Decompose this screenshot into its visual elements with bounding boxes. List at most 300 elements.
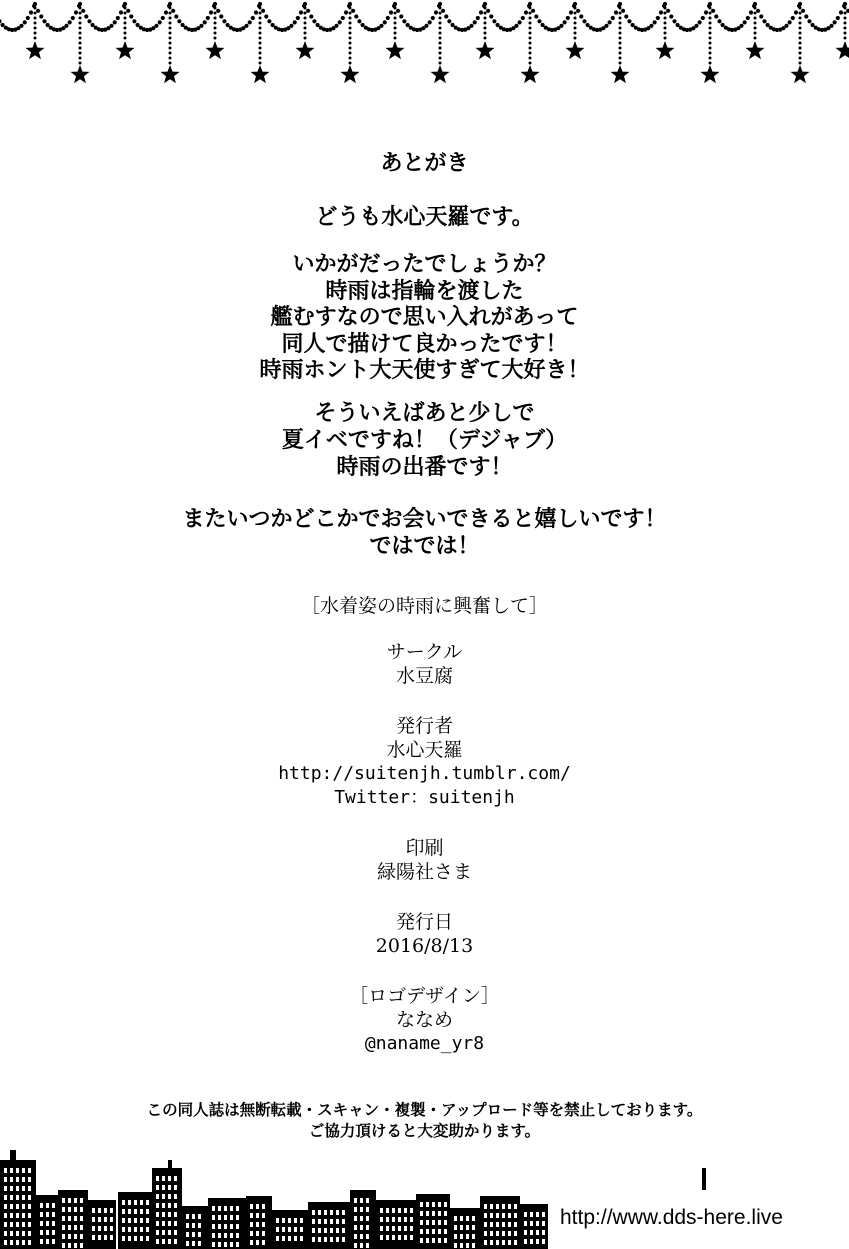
- garland-bead: [829, 24, 833, 28]
- star-icon: [71, 65, 90, 83]
- garland-bead: [349, 37, 352, 40]
- garland-bead: [664, 32, 667, 35]
- paragraph-line: 艦むすなので思い入れがあって: [270, 305, 579, 330]
- garland-bead: [479, 10, 483, 14]
- garland-bead: [338, 20, 342, 24]
- garland-bead: [444, 14, 448, 18]
- garland-bead: [46, 23, 50, 27]
- garland-bead: [619, 12, 622, 15]
- garland-bead: [619, 57, 622, 60]
- garland-bead: [799, 47, 802, 50]
- garland-bead: [619, 62, 622, 65]
- garland-bead: [0, 19, 2, 23]
- garland-bead: [619, 22, 622, 25]
- garland-bead: [451, 23, 455, 27]
- garland-bead: [399, 14, 403, 18]
- circle-section: [0, 640, 849, 688]
- garland-bead: [484, 32, 487, 35]
- garland-bead: [844, 32, 847, 35]
- garland-bead: [611, 16, 615, 20]
- circle-label: サークル: [386, 641, 463, 663]
- garland-bead: [619, 7, 622, 10]
- garland-bead: [709, 7, 712, 10]
- garland-bead: [569, 10, 573, 14]
- garland-bead: [529, 17, 532, 20]
- garland-bead: [174, 14, 178, 18]
- garland-bead: [334, 24, 338, 28]
- garland-bead: [439, 62, 442, 65]
- garland-bead: [304, 27, 307, 30]
- garland-bead: [34, 22, 37, 25]
- garland-bead: [531, 9, 535, 13]
- garland-bead: [33, 2, 37, 6]
- garland-bead: [214, 32, 217, 35]
- garland-bead: [659, 10, 663, 14]
- garland-bead: [604, 24, 608, 28]
- garland-bead: [136, 23, 140, 27]
- spire-icon: [168, 1160, 172, 1170]
- garland-bead: [214, 22, 217, 25]
- garland-bead: [349, 42, 352, 45]
- garland-bead: [64, 24, 68, 28]
- star-icon: [161, 65, 180, 83]
- paragraph-line: 時雨は指輪を渡した: [325, 278, 524, 304]
- garland-bead: [709, 42, 712, 45]
- garland-bead: [656, 16, 660, 20]
- publisher-url: http://suitenjh.tumblr.com/: [278, 763, 571, 784]
- garland-bead: [394, 37, 397, 40]
- garland-bead: [709, 52, 712, 55]
- garland-bead: [721, 23, 725, 27]
- garland-bead: [1, 23, 5, 27]
- garland-bead: [71, 16, 75, 20]
- garland-bead: [349, 62, 352, 65]
- garland-bead: [113, 20, 117, 24]
- garland-bead: [528, 2, 532, 6]
- garland-bead: [79, 32, 82, 35]
- garland-bead: [439, 57, 442, 60]
- star-icon: [566, 41, 585, 59]
- garland-bead: [354, 14, 358, 18]
- paragraph-line: 時雨ホント大天使すぎて大好き！: [259, 358, 590, 383]
- garland-bead: [244, 24, 248, 28]
- garland-bead: [754, 32, 757, 35]
- garland-bead: [704, 10, 708, 14]
- garland-bead: [762, 19, 766, 23]
- garland-bead: [743, 20, 747, 24]
- garland-bead: [844, 27, 847, 30]
- star-garland-icon: [0, 0, 849, 100]
- afterword-paragraph-2: [0, 400, 849, 481]
- garland-bead: [844, 12, 847, 15]
- garland-bead: [389, 10, 393, 14]
- garland-bead: [394, 22, 397, 25]
- garland-bead: [312, 19, 316, 23]
- garland-bead: [541, 23, 545, 27]
- garland-bead: [574, 17, 577, 20]
- garland-bead: [801, 9, 805, 13]
- garland-bead: [349, 17, 352, 20]
- garland-bead: [23, 20, 27, 24]
- garland-bead: [529, 27, 532, 30]
- garland-bead: [169, 62, 172, 65]
- paragraph-line: いかがだったでしょうか？: [292, 252, 557, 277]
- garland-bead: [161, 16, 165, 20]
- garland-bead: [711, 9, 715, 13]
- garland-bead: [653, 20, 657, 24]
- garland-bead: [649, 24, 653, 28]
- garland-bead: [739, 24, 743, 28]
- garland-bead: [34, 12, 37, 15]
- garland-bead: [529, 32, 532, 35]
- garland-bead: [394, 12, 397, 15]
- spire-icon: [10, 1150, 16, 1162]
- garland-bead: [753, 2, 757, 6]
- garland-bead: [799, 62, 802, 65]
- garland-bead: [259, 52, 262, 55]
- logo-design-section: [0, 984, 849, 1056]
- garland-bead: [537, 19, 541, 23]
- garland-bead: [39, 14, 43, 18]
- garland-bead: [261, 9, 265, 13]
- garland-bead: [219, 14, 223, 18]
- garland-bead: [631, 23, 635, 27]
- garland-bead: [214, 12, 217, 15]
- garland-bead: [566, 16, 570, 20]
- garland-bead: [844, 22, 847, 25]
- star-icon: [611, 65, 630, 83]
- garland-bead: [664, 37, 667, 40]
- garland-bead: [431, 16, 435, 20]
- garland-bead: [304, 37, 307, 40]
- garland-bead: [254, 10, 258, 14]
- garland-bead: [563, 20, 567, 24]
- garland-bead: [293, 20, 297, 24]
- garland-bead: [486, 9, 490, 13]
- garland-bead: [576, 9, 580, 13]
- garland-bead: [123, 2, 127, 6]
- garland-bead: [534, 14, 538, 18]
- publisher-label: 発行者: [395, 715, 453, 737]
- garland-bead: [349, 7, 352, 10]
- garland-bead: [664, 12, 667, 15]
- garland-bead: [34, 17, 37, 20]
- garland-bead: [344, 10, 348, 14]
- garland-bead: [259, 57, 262, 60]
- garland-bead: [529, 7, 532, 10]
- garland-bead: [124, 7, 127, 10]
- garland-bead: [804, 14, 808, 18]
- garland-bead: [177, 19, 181, 23]
- garland-bead: [518, 20, 522, 24]
- building-icon: [88, 1200, 116, 1249]
- garland-bead: [586, 23, 590, 27]
- garland-bead: [788, 20, 792, 24]
- garland-bead: [394, 32, 397, 35]
- garland-bead: [304, 22, 307, 25]
- garland-bead: [439, 52, 442, 55]
- garland-bead: [521, 16, 525, 20]
- garland-bead: [799, 27, 802, 30]
- garland-bead: [169, 7, 172, 10]
- garland-bead: [698, 20, 702, 24]
- garland-bead: [833, 20, 837, 24]
- garland-bead: [424, 24, 428, 28]
- garland-bead: [34, 32, 37, 35]
- garland-bead: [349, 12, 352, 15]
- garland-bead: [124, 12, 127, 15]
- garland-bead: [259, 7, 262, 10]
- garland-bead: [36, 9, 40, 13]
- garland-bead: [749, 10, 753, 14]
- garland-bead: [29, 10, 33, 14]
- garland-bead: [469, 24, 473, 28]
- garland-bead: [489, 14, 493, 18]
- garland-bead: [348, 2, 352, 6]
- garland-bead: [439, 27, 442, 30]
- printing-section: [0, 836, 849, 884]
- garland-bead: [529, 62, 532, 65]
- garland-bead: [383, 20, 387, 24]
- garland-bead: [169, 32, 172, 35]
- garland-bead: [439, 7, 442, 10]
- garland-bead: [529, 47, 532, 50]
- garland-bead: [664, 27, 667, 30]
- garland-bead: [81, 9, 85, 13]
- garland-bead: [619, 32, 622, 35]
- garland-bead: [574, 12, 577, 15]
- garland-bead: [304, 7, 307, 10]
- garland-bead: [19, 24, 23, 28]
- garland-bead: [303, 2, 307, 6]
- garland-bead: [709, 37, 712, 40]
- garland-bead: [579, 14, 583, 18]
- garland-bead: [754, 27, 757, 30]
- garland-bead: [754, 7, 757, 10]
- garland-bead: [124, 32, 127, 35]
- garland-bead: [799, 32, 802, 35]
- star-icon: [521, 65, 540, 83]
- garland-bead: [394, 7, 397, 10]
- garland-bead: [267, 19, 271, 23]
- afterword-paragraph-1: [0, 252, 849, 385]
- garland-bead: [439, 12, 442, 15]
- garland-bead: [484, 12, 487, 15]
- garland-bead: [259, 37, 262, 40]
- garland-bead: [709, 62, 712, 65]
- garland-bead: [529, 37, 532, 40]
- garland-bead: [216, 9, 220, 13]
- garland-bead: [529, 57, 532, 60]
- garland-bead: [393, 2, 397, 6]
- garland-bead: [259, 27, 262, 30]
- garland-bead: [766, 23, 770, 27]
- garland-bead: [349, 32, 352, 35]
- garland-bead: [759, 14, 763, 18]
- garland-bead: [203, 20, 207, 24]
- garland-bead: [484, 37, 487, 40]
- garland-bead: [574, 27, 577, 30]
- garland-bead: [582, 19, 586, 23]
- garland-bead: [666, 9, 670, 13]
- garland-bead: [619, 17, 622, 20]
- star-icon: [341, 65, 360, 83]
- garland-bead: [349, 22, 352, 25]
- garland-bead: [476, 16, 480, 20]
- garland-bead: [169, 52, 172, 55]
- garland-bead: [259, 17, 262, 20]
- garland-bead: [529, 52, 532, 55]
- garland-bead: [709, 32, 712, 35]
- garland-bead: [226, 23, 230, 27]
- garland-bead: [26, 16, 30, 20]
- garland-bead: [79, 17, 82, 20]
- garland-bead: [259, 47, 262, 50]
- garland-bead: [396, 9, 400, 13]
- star-icon: [116, 41, 135, 59]
- garland-bead: [799, 12, 802, 15]
- garland-bead: [709, 47, 712, 50]
- publisher-name: 水心天羅: [386, 739, 463, 761]
- garland-bead: [34, 27, 37, 30]
- garland-bead: [214, 17, 217, 20]
- garland-bead: [484, 27, 487, 30]
- garland-bead: [34, 37, 37, 40]
- garland-bead: [213, 2, 217, 6]
- garland-bead: [214, 37, 217, 40]
- garland-bead: [394, 17, 397, 20]
- logo-label: ［ロゴデザイン］: [349, 985, 500, 1007]
- garland-bead: [304, 12, 307, 15]
- garland-bead: [402, 19, 406, 23]
- garland-bead: [447, 19, 451, 23]
- greeting-line: どうも水心天羅です。: [315, 205, 534, 230]
- logo-designer: ななめ: [395, 1009, 453, 1031]
- garland-bead: [799, 17, 802, 20]
- garland-bead: [168, 2, 172, 6]
- garland-bead: [836, 16, 840, 20]
- garland-bead: [169, 17, 172, 20]
- garland-bead: [271, 23, 275, 27]
- garland-bead: [296, 16, 300, 20]
- garland-bead: [124, 37, 127, 40]
- garland-bead: [158, 20, 162, 24]
- garland-bead: [483, 2, 487, 6]
- garland-bead: [169, 12, 172, 15]
- star-icon: [836, 41, 849, 59]
- garland-bead: [74, 10, 78, 14]
- garland-bead: [714, 14, 718, 18]
- garland-bead: [573, 2, 577, 6]
- star-icon: [431, 65, 450, 83]
- star-icon: [476, 41, 495, 59]
- garland-bead: [756, 9, 760, 13]
- garland-bead: [214, 7, 217, 10]
- garland-bead: [701, 16, 705, 20]
- circle-name: 水豆腐: [395, 665, 453, 687]
- garland-bead: [206, 16, 210, 20]
- garland-bead: [799, 7, 802, 10]
- garland-bead: [709, 57, 712, 60]
- watermark-url: http://www.dds-here.live: [560, 1206, 783, 1229]
- garland-bead: [694, 24, 698, 28]
- garland-bead: [79, 47, 82, 50]
- garland-bead: [754, 12, 757, 15]
- garland-bead: [42, 19, 46, 23]
- garland-bead: [316, 23, 320, 27]
- garland-bead: [708, 2, 712, 6]
- garland-bead: [79, 37, 82, 40]
- garland-bead: [351, 9, 355, 13]
- garland-bead: [624, 14, 628, 18]
- garland-bead: [799, 22, 802, 25]
- garland-bead: [124, 22, 127, 25]
- garland-bead: [811, 23, 815, 27]
- garland-bead: [627, 19, 631, 23]
- garland-bead: [386, 16, 390, 20]
- garland-bead: [132, 19, 136, 23]
- printing-label: 印刷: [405, 837, 444, 859]
- garland-bead: [484, 22, 487, 25]
- garland-bead: [79, 52, 82, 55]
- printing-name: 緑陽社さま: [376, 861, 472, 883]
- garland-bead: [79, 7, 82, 10]
- garland-bead: [664, 17, 667, 20]
- garland-bead: [619, 47, 622, 50]
- garland-bead: [439, 47, 442, 50]
- garland-bead: [169, 47, 172, 50]
- garland-bead: [434, 10, 438, 14]
- date-section: [0, 910, 849, 958]
- garland-bead: [839, 10, 843, 14]
- star-icon: [701, 65, 720, 83]
- garland-bead: [844, 17, 847, 20]
- garland-bead: [209, 10, 213, 14]
- garland-bead: [618, 2, 622, 6]
- afterword-title: あとがき: [380, 151, 469, 176]
- garland-bead: [79, 12, 82, 15]
- garland-bead: [799, 52, 802, 55]
- star-icon: [206, 41, 225, 59]
- garland-bead: [79, 57, 82, 60]
- garland-bead: [496, 23, 500, 27]
- garland-bead: [709, 17, 712, 20]
- star-icon: [791, 65, 810, 83]
- garland-bead: [169, 27, 172, 30]
- garland-bead: [754, 22, 757, 25]
- garland-bead: [259, 32, 262, 35]
- garland-bead: [126, 9, 130, 13]
- garland-bead: [574, 7, 577, 10]
- garland-bead: [664, 22, 667, 25]
- garland-bead: [84, 14, 88, 18]
- garland-bead: [709, 22, 712, 25]
- garland-bead: [379, 24, 383, 28]
- paragraph-line: 時雨の出番です！: [336, 455, 513, 480]
- book-title: ［水着姿の時雨に興奮して］: [300, 595, 548, 617]
- garland-bead: [259, 62, 262, 65]
- garland-bead: [439, 22, 442, 25]
- garland-bead: [754, 17, 757, 20]
- garland-bead: [799, 37, 802, 40]
- date-value: 2016/8/13: [375, 935, 474, 957]
- garland-bead: [124, 27, 127, 30]
- notice-line: この同人誌は無断転載・スキャン・複製・アップロード等を禁止しております。: [146, 1101, 703, 1119]
- garland-bead: [672, 19, 676, 23]
- garland-bead: [608, 20, 612, 24]
- garland-bead: [349, 57, 352, 60]
- garland-bead: [289, 24, 293, 28]
